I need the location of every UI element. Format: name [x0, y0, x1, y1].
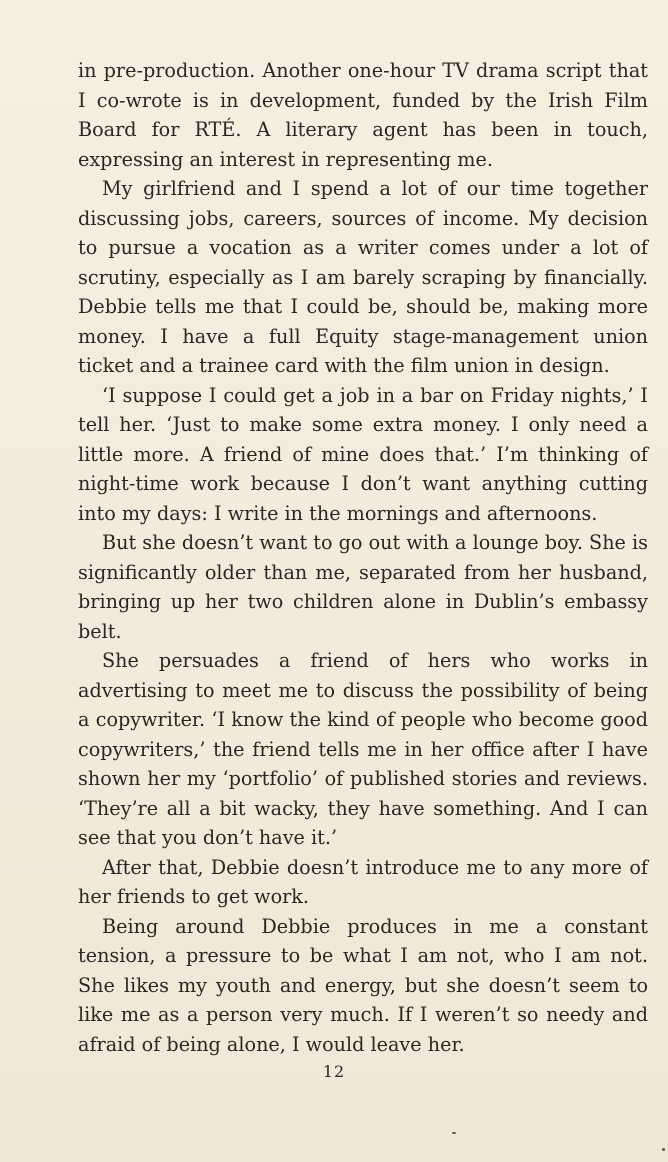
paper-speck	[662, 1148, 665, 1151]
paper-speck	[452, 1132, 456, 1134]
page-number: 12	[322, 1062, 346, 1081]
paragraph-7: Being around Debbie produces in me a constant tension, a pressure to be what I am not, who I am not. She likes my youth and energy, but she doesn’t seem to like me as a person very much. If I weren’t so needy and afraid of being alone, I would leave her.	[78, 914, 648, 1056]
paragraph-5: She persuades a friend of hers who works in advertising to meet me to discuss the possibility of being a copywriter. ‘I know the kind of people who become good copywriters,’ the friend tells me in her office after I have shown her my ‘portfolio’ of published stories and reviews. ‘They’re all a bit wacky, they have something. And I can see that you don’t have it.’	[78, 649, 648, 849]
paragraph-3: ‘I suppose I could get a job in a bar on Friday nights,’ I tell her. ‘Just to make some extra money. I only need a little more. A friend of mine does that.’ I’m thinking of night-time work because I don’t want anything cutting into my days: I write in the mornings and afternoons.	[78, 383, 648, 525]
paragraph-1: in pre-production. Another one-hour TV drama script that I co-wrote is in development, funded by the Irish Film Board for RTÉ. A literary agent has been in touch, expressing an interest in representing me.	[78, 59, 648, 171]
paragraph-6: After that, Debbie doesn’t introduce me to any more of her friends to get work.	[78, 855, 648, 908]
body-text	[78, 56, 648, 1059]
paragraph-4: But she doesn’t want to go out with a lounge boy. She is significantly older than me, separated from her husband, bringing up her two children alone in Dublin’s embassy belt.	[78, 531, 648, 643]
paragraph-2: My girlfriend and I spend a lot of our time together discussing jobs, careers, sources of income. My decision to pursue a vocation as a writer comes under a lot of scrutiny, especially as I am barely scraping by financially. Debbie tells me that I could be, should be, making more money. I have a full Equity stage-management union ticket and a trainee card with the film union in design.	[78, 177, 648, 377]
